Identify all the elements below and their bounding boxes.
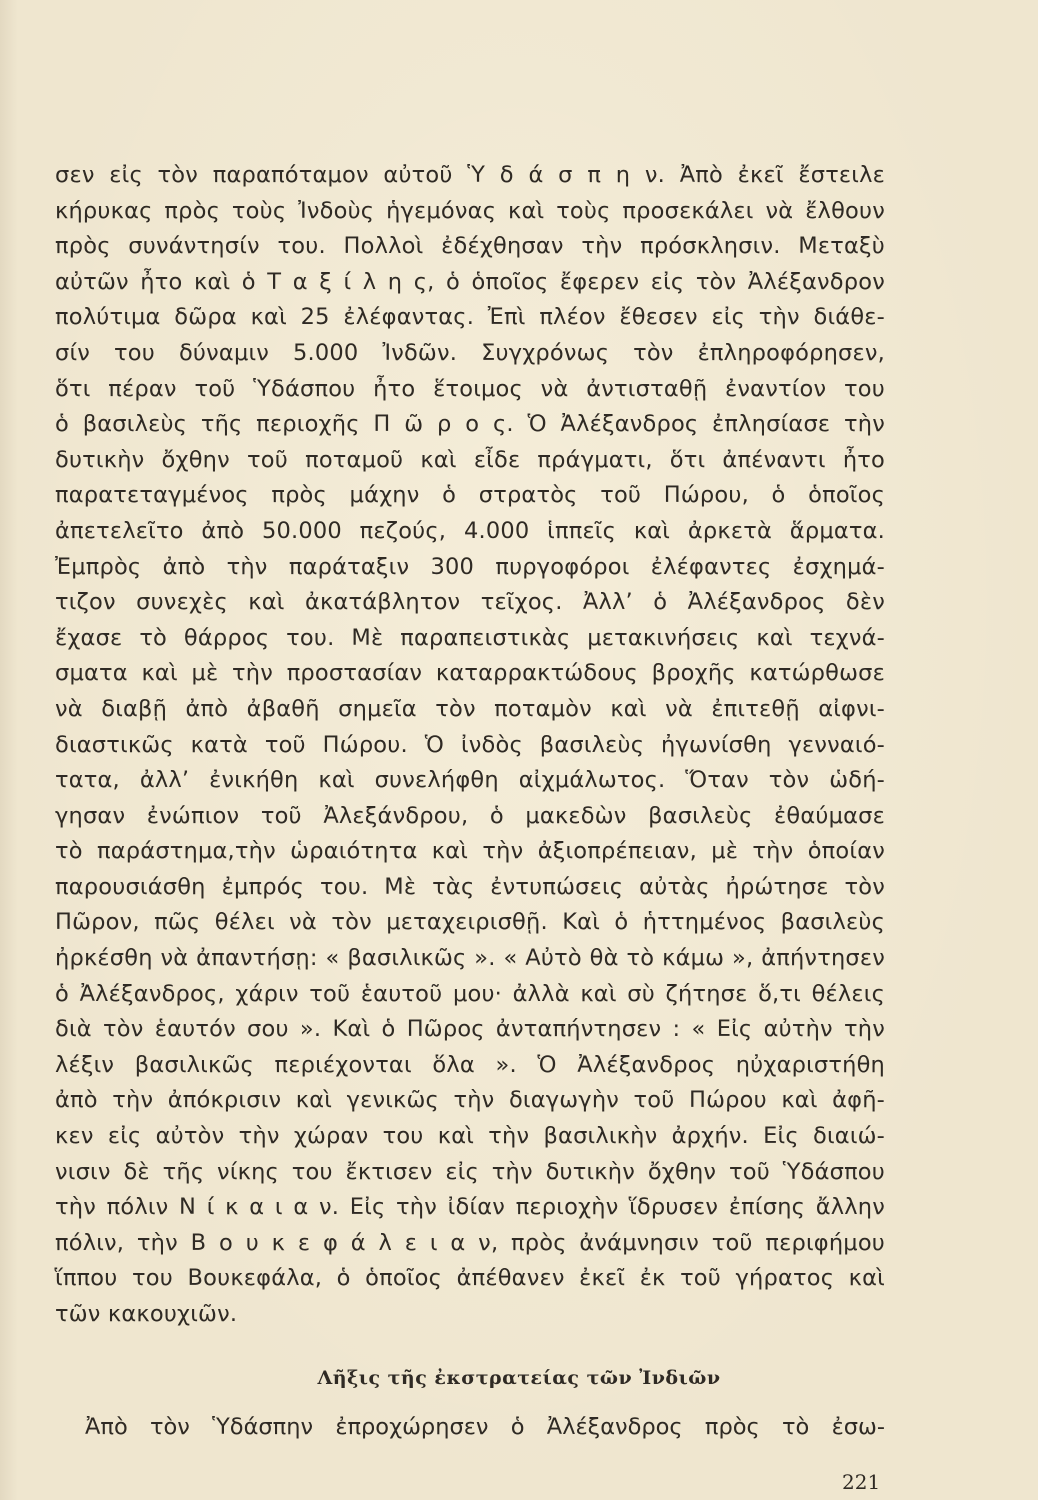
text-line: τῶν κακουχιῶν. [55,1301,238,1327]
text-line: σματα καὶ μὲ τὴν προστασίαν καταρρακτώδους βροχῆς κατώρθωσε [55,660,885,687]
text-line: ἀπετελεῖτο ἀπὸ 50.000 πεζούς, 4.000 ἱππεῖς καὶ ἀρκετὰ ἅρματα. [55,517,885,544]
text-line: νὰ διαβῇ ἀπὸ ἀβαθῆ σημεῖα τὸν ποταμὸν καὶ νὰ ἐπιτεθῇ αἰφνι- [55,695,885,722]
text-line: Πῶρον, πῶς θέλει νὰ τὸν μεταχειρισθῇ. Καὶ ὁ ἡττημένος βασιλεὺς [55,909,885,936]
text-line: πρὸς συνάντησίν του. Πολλοὶ ἐδέχθησαν τὴν πρόσκλησιν. Μεταξὺ [55,233,885,260]
text-line: ὁ βασιλεὺς τῆς περιοχῆς Π ῶ ρ ο ς. Ὁ Ἀλέξανδρος ἐπλησίασε τὴν [55,411,885,438]
text-line: τιζον συνεχὲς καὶ ἀκατάβλητον τεῖχος. Ἀλλ’ ὁ Ἀλέξανδρος δὲν [55,589,885,616]
text-line: λέξιν βασιλικῶς περιέχονται ὅλα ». Ὁ Ἀλέξανδρος ηὐχαριστήθη [55,1051,885,1078]
text-line: παρατεταγμένος πρὸς μάχην ὁ στρατὸς τοῦ Πώρου, ὁ ὁποῖος [55,482,885,509]
section-heading: Λῆξις τῆς ἐκστρατείας τῶν Ἰνδιῶν [317,1367,721,1389]
body-text [55,158,885,1333]
text-line: σίν του δύναμιν 5.000 Ἰνδῶν. Συγχρόνως τὸν ἐπληροφόρησεν, [55,339,885,366]
text-line: διαστικῶς κατὰ τοῦ Πώρου. Ὁ ἰνδὸς βασιλεὺς ἠγωνίσθη γενναιό- [55,731,885,758]
text-line: ἔχασε τὸ θάρρος του. Μὲ παραπειστικὰς μετακινήσεις καὶ τεχνά- [55,624,885,651]
text-line: νισιν δὲ τῆς νίκης του ἔκτισεν εἰς τὴν δυτικὴν ὄχθην τοῦ Ὑδάσπου [55,1158,885,1185]
text-line: ἠρκέσθη νὰ ἀπαντήσῃ: « βασιλικῶς ». « Αὐτὸ θὰ τὸ κάμω », ἀπήντησεν [55,945,885,972]
text-line: κεν εἰς αὐτὸν τὴν χώραν του καὶ τὴν βασιλικὴν ἀρχήν. Εἰς διαιώ- [55,1123,885,1150]
text-line: ἀπὸ τὴν ἀπόκρισιν καὶ γενικῶς τὴν διαγωγὴν τοῦ Πώρου καὶ ἀφῆ- [55,1087,885,1114]
page-number: 221 [842,1470,881,1494]
text-line: Ἐμπρὸς ἀπὸ τὴν παράταξιν 300 πυργοφόροι ἐλέφαντες ἐσχημά- [55,553,885,580]
text-line: τὴν πόλιν Ν ί κ α ι α ν. Εἰς τὴν ἰδίαν περιοχὴν ἵδρυσεν ἐπίσης ἄλλην [55,1194,885,1221]
text-line: παρουσιάσθη ἐμπρός του. Μὲ τὰς ἐντυπώσεις αὐτὰς ἠρώτησε τὸν [55,873,885,900]
text-line: σεν εἰς τὸν παραπόταμον αὐτοῦ Ὑ δ ά σ π η ν. Ἀπὸ ἐκεῖ ἔστειλε [55,162,885,188]
text-line: διὰ τὸν ἑαυτόν σου ». Καὶ ὁ Πῶρος ἀνταπήντησεν : « Εἰς αὐτὴν τὴν [55,1016,885,1043]
text-line: τατα, ἀλλ’ ἐνικήθη καὶ συνελήφθη αἰχμάλωτος. Ὅταν τὸν ὡδή- [55,767,885,794]
text-line: πόλιν, τὴν Β ο υ κ ε φ ά λ ε ι α ν, πρὸς ἀνάμνησιν τοῦ περιφήμου [55,1229,885,1256]
text-line: δυτικὴν ὄχθην τοῦ ποταμοῦ καὶ εἶδε πράγματι, ὅτι ἀπέναντι ἦτο [55,446,885,473]
text-line: πολύτιμα δῶρα καὶ 25 ἐλέφαντας. Ἐπὶ πλέον ἔθεσεν εἰς τὴν διάθε- [55,304,885,331]
text-line: ὁ Ἀλέξανδρος, χάριν τοῦ ἑαυτοῦ μου· ἀλλὰ καὶ σὺ ζήτησε ὅ,τι θέλεις [55,980,885,1007]
text-line: ὅτι πέραν τοῦ Ὑδάσπου ἦτο ἕτοιμος νὰ ἀντισταθῇ ἐναντίον του [55,375,885,402]
text-line: ἵππου του Βουκεφάλα, ὁ ὁποῖος ἀπέθανεν ἐκεῖ ἐκ τοῦ γήρατος καὶ [55,1265,885,1292]
section-first-line: Ἀπὸ τὸν Ὑδάσπην ἐπροχώρησεν ὁ Ἀλέξανδρος πρὸς τὸ ἐσω- [85,1414,885,1440]
text-line: αὐτῶν ἦτο καὶ ὁ Τ α ξ ί λ η ς, ὁ ὁποῖος ἔφερεν εἰς τὸν Ἀλέξανδρον [55,268,885,295]
text-line: κήρυκας πρὸς τοὺς Ἰνδοὺς ἡγεμόνας καὶ τοὺς προσεκάλει νὰ ἔλθουν [55,197,885,224]
text-line: γησαν ἐνώπιον τοῦ Ἀλεξάνδρου, ὁ μακεδὼν βασιλεὺς ἐθαύμασε [55,802,885,829]
text-line: τὸ παράστημα,τὴν ὡραιότητα καὶ τὴν ἀξιοπρέπειαν, μὲ τὴν ὁποίαν [55,838,885,865]
